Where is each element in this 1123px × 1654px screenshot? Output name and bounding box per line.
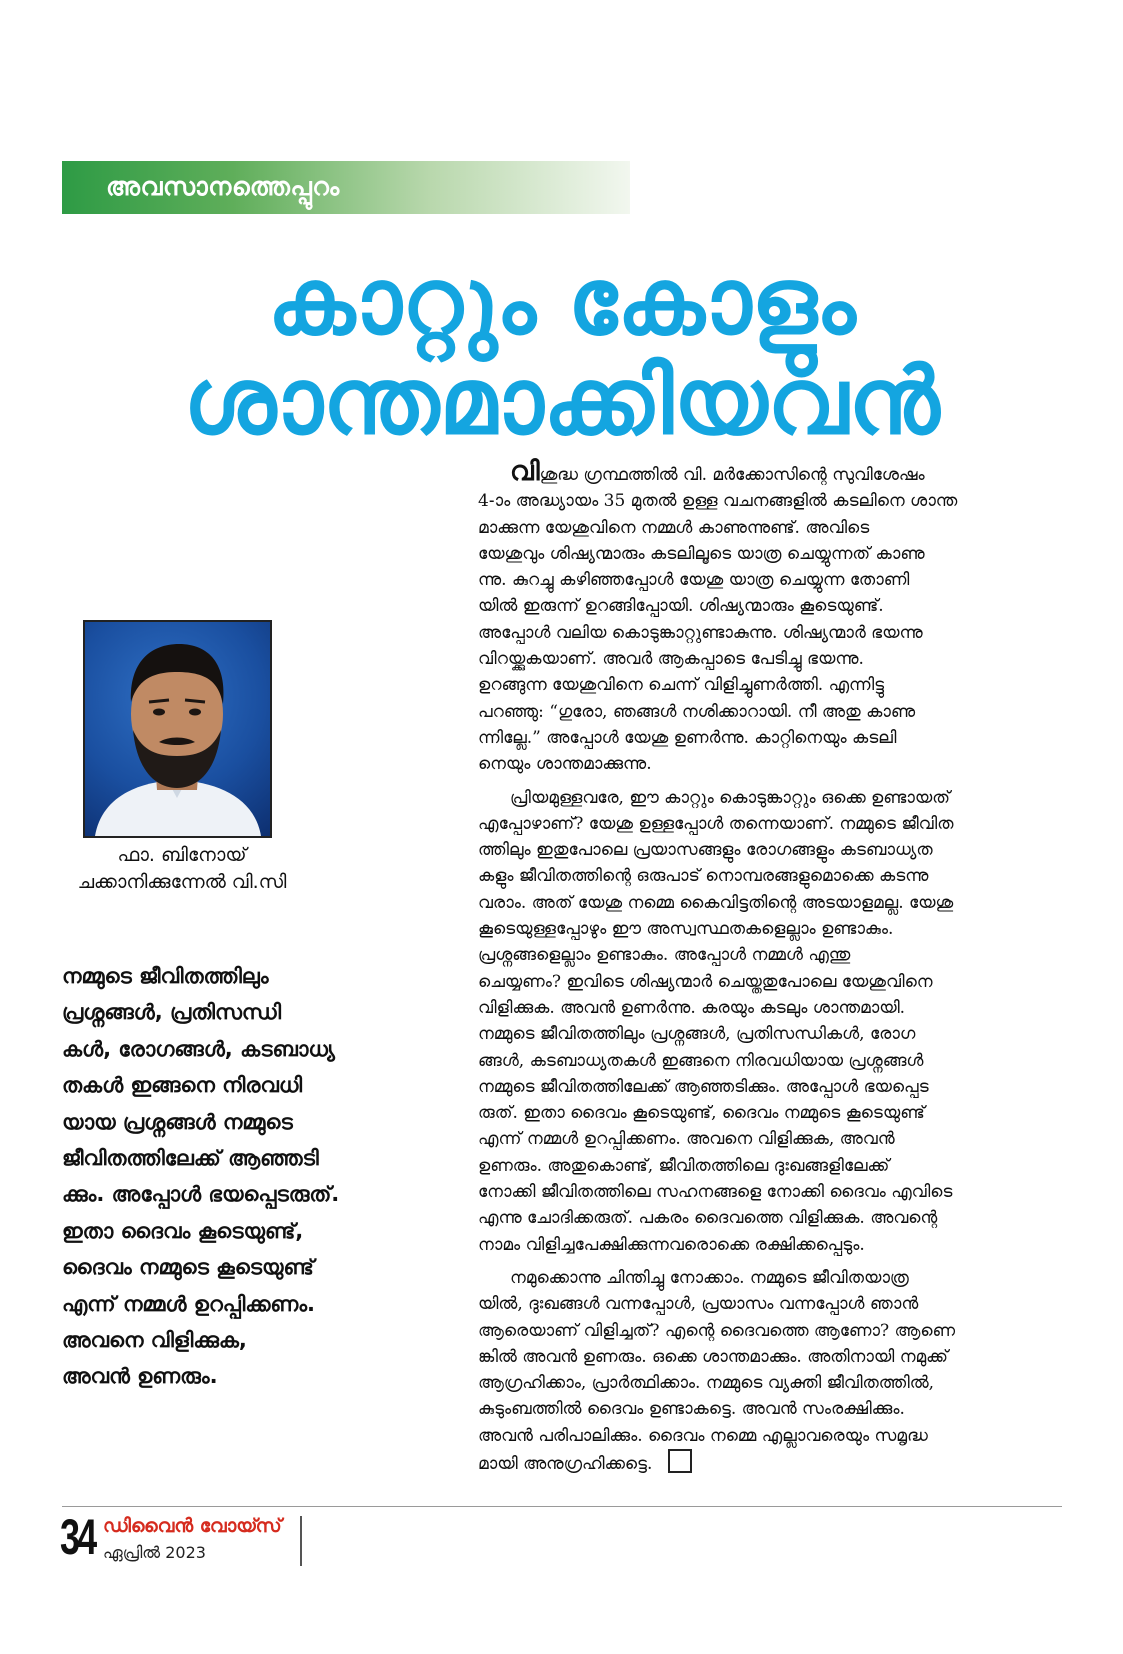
paragraph-2 (478, 785, 1070, 1258)
pull-quote-line: യായ പ്രശ്നങ്ങൾ നമ്മുടെ (62, 1109, 293, 1134)
pull-quote-line: അവനെ വിളിക്കുക, (62, 1328, 247, 1353)
paragraph-line: ചെയ്യണം? ഇവിടെ ശിഷ്യന്മാർ ചെയ്തതുപോലെ യേശുവിനെ (478, 971, 933, 992)
paragraph-line (478, 456, 1070, 488)
footer-rule (62, 1506, 1062, 1507)
paragraph-line: ന്നു. കുറച്ചു കഴിഞ്ഞപ്പോൾ യേശു യാത്ര ചെയ്യുന്ന തോണി (478, 570, 910, 591)
paragraph-line: യേശുവും ശിഷ്യന്മാരും കടലിലൂടെ യാത്ര ചെയ്യുന്നത് കാണു (478, 543, 925, 564)
page-number: 34 (60, 1509, 95, 1565)
paragraph-line: യിൽ, ദുഃഖങ്ങൾ വന്നപ്പോൾ, പ്രയാസം വന്നപ്പോൾ ഞാൻ (478, 1294, 919, 1315)
pull-quote (62, 958, 402, 1395)
author-photo (83, 620, 272, 838)
paragraph-line: ആഗ്രഹിക്കാം, പ്രാർത്ഥിക്കാം. നമ്മുടെ വ്യക്തി ജീവിതത്തിൽ, (478, 1373, 935, 1394)
pull-quote-line: ജീവിതത്തിലേക്ക് ആഞ്ഞടി (62, 1146, 319, 1171)
paragraph-line: നമ്മുടെ ജീവിതത്തിലേക്ക് ആഞ്ഞടിക്കും. അപ്പോൾ ഭയപ്പെട (478, 1076, 929, 1097)
pull-quote-line: കൾ, രോഗങ്ങൾ, കടബാധ്യ (62, 1036, 335, 1061)
pull-quote-line: ക്കും. അപ്പോൾ ഭയപ്പെടരുത്. (62, 1182, 340, 1207)
paragraph-line: ങ്കിൽ അവൻ ഉണരും. ഒക്കെ ശാന്തമാക്കും. അതിനായി നമുക്ക് (478, 1346, 948, 1367)
pull-quote-line: എന്ന് നമ്മൾ ഉറപ്പിക്കണം. (62, 1291, 316, 1316)
paragraph-3 (478, 1265, 1070, 1449)
paragraph-line: വിളിക്കുക. അവൻ ഉണർന്നു. കരയും കടലും ശാന്തമായി. (478, 997, 906, 1018)
paragraph-line: എന്നു ചോദിക്കരുത്. പകരം ദൈവത്തെ വിളിക്കുക. അവന്റെ (478, 1208, 938, 1229)
paragraph-line: ന്നില്ലേ.” അപ്പോൾ യേശു ഉണർന്നു. കാറ്റിനെയും കടലി (478, 727, 897, 748)
paragraph-line: പ്രശ്നങ്ങളെല്ലാം ഉണ്ടാകും. അപ്പോൾ നമ്മൾ എന്തു (478, 945, 851, 966)
author-caption (62, 842, 302, 896)
magazine-issue: ഏപ്രിൽ 2023 (103, 1543, 206, 1562)
paragraph-line: ങ്ങൾ, കടബാധ്യതകൾ ഇങ്ങനെ നിരവധിയായ പ്രശ്നങ്ങൾ (478, 1050, 924, 1071)
pull-quote-line: നമ്മുടെ ജീവിതത്തിലും (62, 964, 269, 988)
paragraph-line: മാക്കുന്ന യേശുവിനെ നമ്മൾ കാണുന്നുണ്ട്. അവിടെ (478, 517, 870, 538)
author-name-line-1: ഫാ. ബിനോയ് (117, 844, 247, 866)
end-of-article-mark (668, 1449, 692, 1473)
headline-line-1: കാറ്റും കോളും (267, 248, 856, 355)
paragraph-line: നമുക്കൊന്നു ചിന്തിച്ചു നോക്കാം. നമ്മുടെ ജീവിതയാത്ര (510, 1267, 909, 1288)
article-body (478, 456, 1070, 1477)
paragraph-first-text: ശുദ്ധ ഗ്രന്ഥത്തിൽ വി. മർക്കോസിന്റെ സുവിശേഷം (539, 465, 925, 485)
paragraph-line (478, 1449, 1070, 1477)
pull-quote-line: തകൾ ഇങ്ങനെ നിരവധി (62, 1073, 303, 1098)
paragraph-line: രുത്. ഇതാ ദൈവം കൂടെയുണ്ട്, ദൈവം നമ്മുടെ കൂടെയുണ്ട് (478, 1103, 925, 1124)
pull-quote-line: പ്രശ്നങ്ങൾ, പ്രതിസന്ധി (62, 1000, 282, 1025)
paragraph-line: കളും ജീവിതത്തിന്റെ ഒരുപാട് നൊമ്പരങ്ങളുമൊക്കെ കടന്നു (478, 866, 929, 887)
paragraph-line: അപ്പോൾ വലിയ കൊടുങ്കാറ്റുണ്ടാകുന്നു. ശിഷ്യന്മാർ ഭയന്നു (478, 622, 923, 643)
paragraph-line: 4-ാം അദ്ധ്യായം 35 മുതൽ ഉള്ള വചനങ്ങളിൽ കടലിനെ ശാന്ത (478, 491, 958, 512)
pull-quote-line: ഇതാ ദൈവം കൂടെയുണ്ട്, (62, 1218, 304, 1243)
paragraph-line: യിൽ ഇരുന്ന് ഉറങ്ങിപ്പോയി. ശിഷ്യന്മാരും കൂടെയുണ്ട്. (478, 596, 884, 617)
paragraph-last-text: മായി അനുഗ്രഹിക്കട്ടെ. (478, 1453, 653, 1474)
drop-cap: വി (510, 456, 540, 487)
footer-divider (300, 1516, 302, 1566)
article-headline (0, 248, 1123, 455)
paragraph-line: പ്രിയമുള്ളവരേ, ഈ കാറ്റും കൊടുങ്കാറ്റും ഒക്കെ ഉണ്ടായത് (510, 787, 951, 808)
pull-quote-line: ദൈവം നമ്മുടെ കൂടെയുണ്ട് (62, 1255, 314, 1280)
paragraph-line: കൂടെയുള്ളപ്പോഴും ഈ അസ്വസ്ഥതകളെല്ലാം ഉണ്ടാകും. (478, 919, 894, 940)
paragraph-line: എപ്പോഴാണ്? യേശു ഉള്ളപ്പോൾ തന്നെയാണ്. നമ്മുടെ ജീവിത (478, 813, 954, 834)
paragraph-line: ആരെയാണ് വിളിച്ചത്? എന്റെ ദൈവത്തെ ആണോ? ആണെ (478, 1320, 956, 1341)
section-label: അവസാനത്തെപ്പുറം (106, 172, 340, 201)
headline-line-2: ശാന്തമാക്കിയവൻ (183, 348, 940, 455)
paragraph-line: നമ്മുടെ ജീവിതത്തിലും പ്രശ്നങ്ങൾ, പ്രതിസന്ധികൾ, രോഗ (478, 1024, 916, 1045)
paragraph-line: നോക്കി ജീവിതത്തിലെ സഹനങ്ങളെ നോക്കി ദൈവം എവിടെ (478, 1182, 953, 1203)
paragraph-line: അവൻ പരിപാലിക്കും. ദൈവം നമ്മെ എല്ലാവരെയും സമൃദ്ധ (478, 1425, 928, 1446)
paragraph-line: നെയും ശാന്തമാക്കുന്നു. (478, 754, 652, 775)
paragraph-line: ഉണരും. അതുകൊണ്ട്, ജീവിതത്തിലെ ദുഃഖങ്ങളിലേക്ക് (478, 1155, 890, 1176)
paragraph-line: ഉറങ്ങുന്ന യേശുവിനെ ചെന്ന് വിളിച്ചുണർത്തി. എന്നിട്ടു (478, 675, 885, 696)
paragraph-line: വരാം. അത് യേശു നമ്മെ കൈവിട്ടതിന്റെ അടയാളമല്ല. യേശു (478, 892, 954, 913)
paragraph-line: എന്ന് നമ്മൾ ഉറപ്പിക്കണം. അവനെ വിളിക്കുക, അവൻ (478, 1129, 895, 1150)
paragraph-line: പറഞ്ഞു: “ഗുരോ, ഞങ്ങൾ നശിക്കാറായി. നീ അതു കാണു (478, 701, 916, 722)
author-name-line-2: ചക്കാനിക്കുന്നേൽ വി.സി (77, 871, 287, 893)
paragraph-line: ത്തിലും ഇതുപോലെ പ്രയാസങ്ങളും രോഗങ്ങളും കടബാധ്യത (478, 840, 933, 861)
paragraph-line: കുടുംബത്തിൽ ദൈവം ഉണ്ടാകട്ടെ. അവൻ സംരക്ഷിക്കും. (478, 1399, 905, 1420)
pull-quote-line: അവൻ ഉണരും. (62, 1364, 218, 1389)
paragraph-line: വിറയ്ക്കുകയാണ്. അവർ ആകപ്പാടെ പേടിച്ചു ഭയന്നു. (478, 649, 864, 670)
section-banner (62, 161, 630, 214)
paragraph-line: നാമം വിളിച്ചപേക്ഷിക്കുന്നവരൊക്കെ രക്ഷിക്കപ്പെടും. (478, 1234, 865, 1255)
magazine-name: ഡിവൈൻ വോയ്സ് (103, 1515, 282, 1537)
paragraph-1 (478, 456, 1070, 778)
